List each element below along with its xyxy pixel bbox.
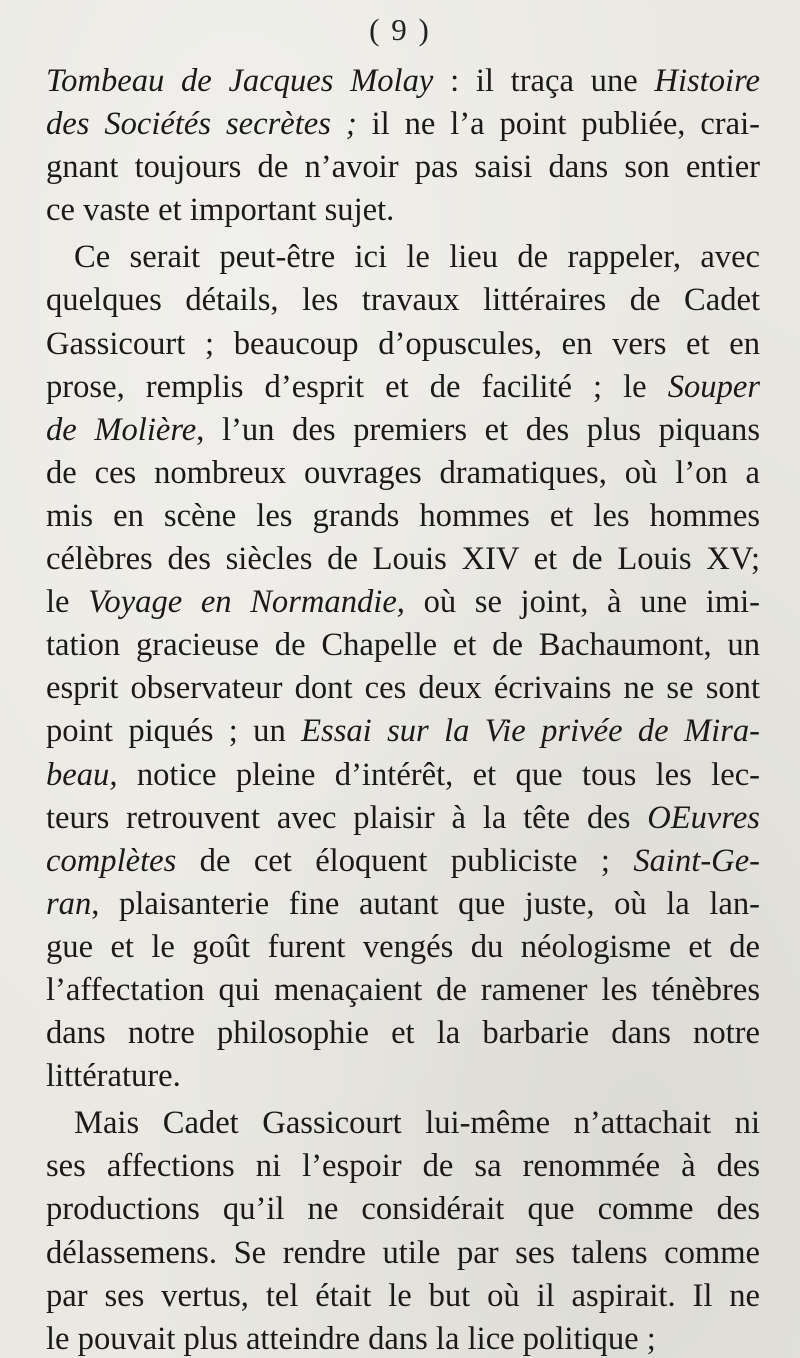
text-line (46, 189, 760, 232)
text-run: quelques détails, les travaux littéraires de Cadet (46, 282, 760, 319)
text-run: teurs retrouvent avec plaisir à la tête des (46, 799, 648, 836)
text-run: ses affections ni l’espoir de sa renommée à des (46, 1148, 760, 1185)
italic-run: Souper (667, 368, 760, 405)
text-line (46, 279, 760, 322)
page-number: ( 9 ) (369, 12, 431, 47)
text-run: l’affectation qui menaçaient de ramener les ténèbres (46, 971, 760, 1008)
text-run: où se joint, à une imi- (404, 584, 761, 621)
text-line (46, 624, 760, 667)
text-line (46, 103, 760, 146)
text-line (46, 1012, 760, 1055)
text-line (46, 797, 760, 840)
paragraph (46, 236, 760, 1098)
text-line (46, 667, 760, 710)
text-line (46, 1232, 760, 1275)
text-line (46, 1145, 760, 1188)
text-line (46, 495, 760, 538)
text-line (46, 1188, 760, 1231)
text-run: point piqués ; un (46, 713, 302, 750)
text-line (46, 1055, 760, 1098)
body-text (46, 60, 760, 1358)
text-run: Gassicourt ; beaucoup d’opuscules, en vers et en (46, 325, 760, 362)
text-run: le pouvait plus atteindre dans la lice politique ; (46, 1320, 656, 1357)
text-run: esprit observateur dont ces deux écrivains ne se sont (46, 670, 760, 707)
italic-run: Histoire (654, 63, 760, 99)
text-run: de cet éloquent publiciste ; (176, 842, 634, 879)
text-run: littérature. (46, 1058, 181, 1095)
text-line (46, 236, 760, 279)
text-line (46, 60, 760, 103)
text-run: le (46, 584, 89, 621)
italic-run: Tombeau de Jacques Molay (46, 63, 434, 99)
text-line (46, 969, 760, 1012)
text-run: gue et le goût furent vengés du néologisme et de (46, 928, 760, 965)
italic-run: de Molière (46, 411, 197, 448)
italic-run: Essai sur la Vie privée de Mira- (301, 713, 761, 750)
text-run: Ce serait peut-être ici le lieu de rappeler, avec (74, 239, 760, 276)
text-line (46, 452, 760, 495)
italic-run: ran (46, 885, 92, 922)
text-run: gnant toujours de n’avoir pas saisi dans son entier (46, 149, 760, 186)
text-line (46, 146, 760, 189)
italic-run: des Sociétés secrètes ; (46, 106, 357, 143)
italic-run: OEuvres (647, 799, 760, 836)
text-line (46, 710, 760, 753)
text-line (46, 538, 760, 581)
text-run: tation gracieuse de Chapelle et de Bachaumont, un (46, 627, 760, 664)
text-run: productions qu’il ne considérait que comme des (46, 1191, 760, 1228)
text-run: : il traça une (433, 63, 655, 99)
paragraph (46, 1102, 760, 1358)
text-run: , l’un des premiers et des plus piquans (196, 411, 760, 448)
text-run: il ne l’a point publiée, crai- (356, 106, 761, 143)
text-run: célèbres des siècles de Louis XIV et de Louis XV; (46, 541, 760, 578)
text-run: Mais Cadet Gassicourt lui-même n’attachait ni (74, 1105, 760, 1142)
text-line (46, 754, 760, 797)
italic-run: beau, (46, 756, 118, 793)
text-line (46, 1102, 760, 1145)
text-line (46, 1275, 760, 1318)
text-run: notice pleine d’intérêt, et que tous les lec- (117, 756, 760, 793)
text-line (46, 409, 760, 452)
text-line (46, 1318, 760, 1358)
text-line (46, 323, 760, 366)
text-line (46, 926, 760, 969)
text-run: par ses vertus, tel était le but où il aspirait. Il ne (46, 1277, 760, 1314)
text-run: ce vaste et important sujet. (46, 192, 395, 229)
text-run: dans notre philosophie et la barbarie dans notre (46, 1015, 760, 1052)
text-line (46, 581, 760, 624)
text-run: de ces nombreux ouvrages dramatiques, où l’on a (46, 454, 760, 491)
text-line (46, 366, 760, 409)
text-run: mis en scène les grands hommes et les hommes (46, 497, 760, 534)
italic-run: Saint-Ge- (633, 842, 760, 879)
text-line (46, 840, 760, 883)
text-line (46, 883, 760, 926)
italic-run: Voyage en Normandie, (88, 584, 405, 621)
text-run: délassemens. Se rendre utile par ses talens comme (46, 1234, 760, 1271)
text-run: , plaisanterie fine autant que juste, où la lan- (91, 885, 760, 922)
paragraph (46, 60, 760, 232)
text-run: prose, remplis d’esprit et de facilité ; le (46, 368, 668, 405)
italic-run: complètes (46, 842, 177, 879)
